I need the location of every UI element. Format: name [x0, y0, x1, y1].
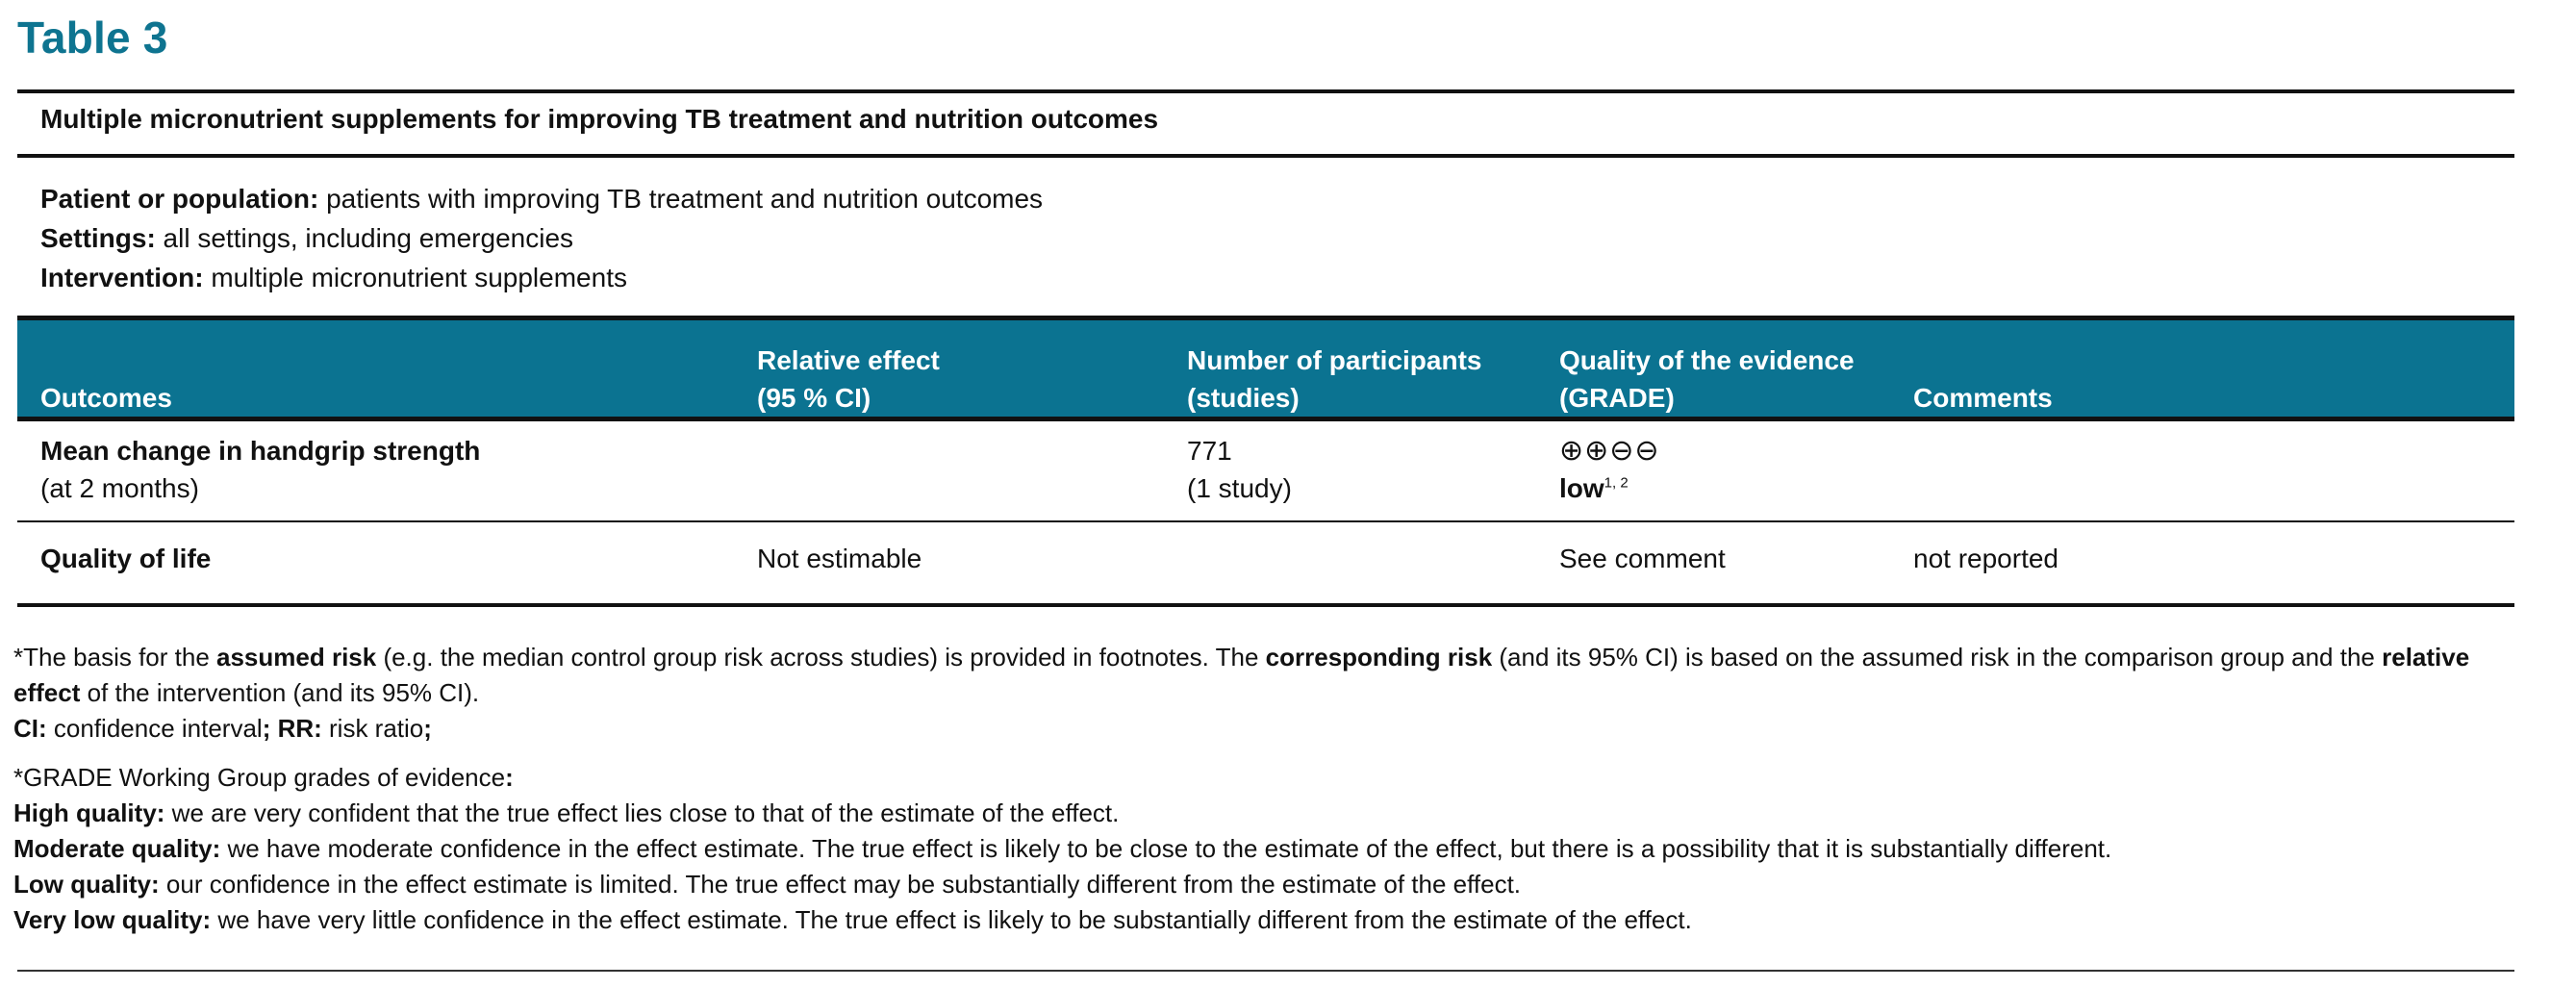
footnote-bold: assumed risk — [216, 643, 377, 671]
low-quality-text: our confidence in the effect estimate is limited. The true effect may be substantially different from the estimate of the effect. — [159, 870, 1522, 899]
header-comments: Comments — [1913, 383, 2053, 413]
footnote-text: (and its 95% CI) is based on the assumed risk in the comparison group and the — [1492, 643, 2383, 671]
row1-outcome-cell — [40, 432, 480, 507]
row2-comments: not reported — [1913, 544, 2058, 573]
row1-quality-label: low — [1559, 473, 1604, 503]
settings-line — [40, 218, 1043, 258]
settings-label: Settings: — [40, 223, 156, 253]
row1-participants: 771 — [1187, 436, 1232, 466]
very-low-quality-label: Very low quality: — [13, 905, 212, 934]
intervention-value: multiple micronutrient supplements — [203, 263, 627, 292]
table-bottom-rule — [17, 603, 2514, 607]
moderate-quality-label: Moderate quality: — [13, 834, 221, 863]
row2-relative: Not estimable — [757, 544, 922, 573]
high-quality-label: High quality: — [13, 798, 165, 827]
top-rule — [17, 89, 2514, 93]
settings-value: all settings, including emergencies — [155, 223, 574, 253]
row1-outcome: Mean change in handgrip strength — [40, 436, 481, 466]
row1-studies: (1 study) — [1187, 473, 1292, 503]
rr-label: ; RR: — [262, 714, 322, 743]
footnote-text: (e.g. the median control group risk across studies) is provided in footnotes. The — [376, 643, 1266, 671]
header-relative-line1: Relative effect — [757, 345, 940, 375]
moderate-quality-text: we have moderate confidence in the effect estimate. The true effect is likely to be close to the estimate of the effect, but there is a possibility that it is substantially different. — [220, 834, 2112, 863]
footnote-text: of the intervention (and its 95% CI). — [80, 678, 480, 707]
intervention-label: Intervention: — [40, 263, 204, 292]
row1-outcome-sub: (at 2 months) — [40, 473, 199, 503]
row1-quality-footnote: 1, 2 — [1604, 474, 1629, 492]
header-relative-effect — [757, 342, 940, 417]
footnote-assumed-risk — [13, 640, 2563, 747]
population-line — [40, 179, 1043, 218]
header-quality-line2: (GRADE) — [1559, 383, 1675, 413]
very-low-quality-text: we have very little confidence in the effect estimate. The true effect is likely to be substantially different from the estimate of the effect. — [211, 905, 1692, 934]
row1-participants-cell — [1187, 432, 1292, 507]
footnote-bold: effect — [13, 678, 81, 707]
table-title: Table 3 — [17, 13, 168, 63]
row-divider — [17, 520, 2514, 522]
row2-quality: See comment — [1559, 544, 1726, 573]
intervention-line — [40, 258, 1043, 297]
header-participants — [1187, 342, 1481, 417]
grade-colon: : — [505, 763, 514, 792]
low-quality-label: Low quality: — [13, 870, 160, 899]
population-value: patients with improving TB treatment and nutrition outcomes — [318, 184, 1044, 214]
ci-text: confidence interval — [46, 714, 263, 743]
header-outcomes: Outcomes — [40, 383, 172, 413]
header-participants-line1: Number of participants — [1187, 345, 1482, 375]
caption-rule — [17, 154, 2514, 158]
population-label: Patient or population: — [40, 184, 319, 214]
high-quality-text: we are very confident that the true effect lies close to that of the estimate of the effect. — [164, 798, 1120, 827]
rr-text: risk ratio — [321, 714, 424, 743]
footnote-grade — [13, 760, 2563, 938]
rr-end: ; — [423, 714, 432, 743]
grade-circles-icon: ⊕⊕⊖⊖ — [1559, 434, 1660, 468]
header-quality — [1559, 342, 1855, 417]
table-header — [17, 316, 2514, 421]
header-participants-line2: (studies) — [1187, 383, 1300, 413]
population-block — [40, 179, 1043, 297]
header-quality-line1: Quality of the evidence — [1559, 345, 1855, 375]
header-relative-line2: (95 % CI) — [757, 383, 871, 413]
grade-heading: *GRADE Working Group grades of evidence — [13, 763, 506, 792]
footnote-text: *The basis for the — [13, 643, 216, 671]
row1-quality-cell — [1559, 432, 1660, 507]
ci-label: CI: — [13, 714, 47, 743]
footnote-bold: relative — [2382, 643, 2470, 671]
row2-outcome: Quality of life — [40, 544, 212, 573]
footnote-bold: corresponding risk — [1265, 643, 1493, 671]
page-bottom-rule — [17, 970, 2514, 972]
table-caption: Multiple micronutrient supplements for improving TB treatment and nutrition outcomes — [40, 104, 1159, 134]
